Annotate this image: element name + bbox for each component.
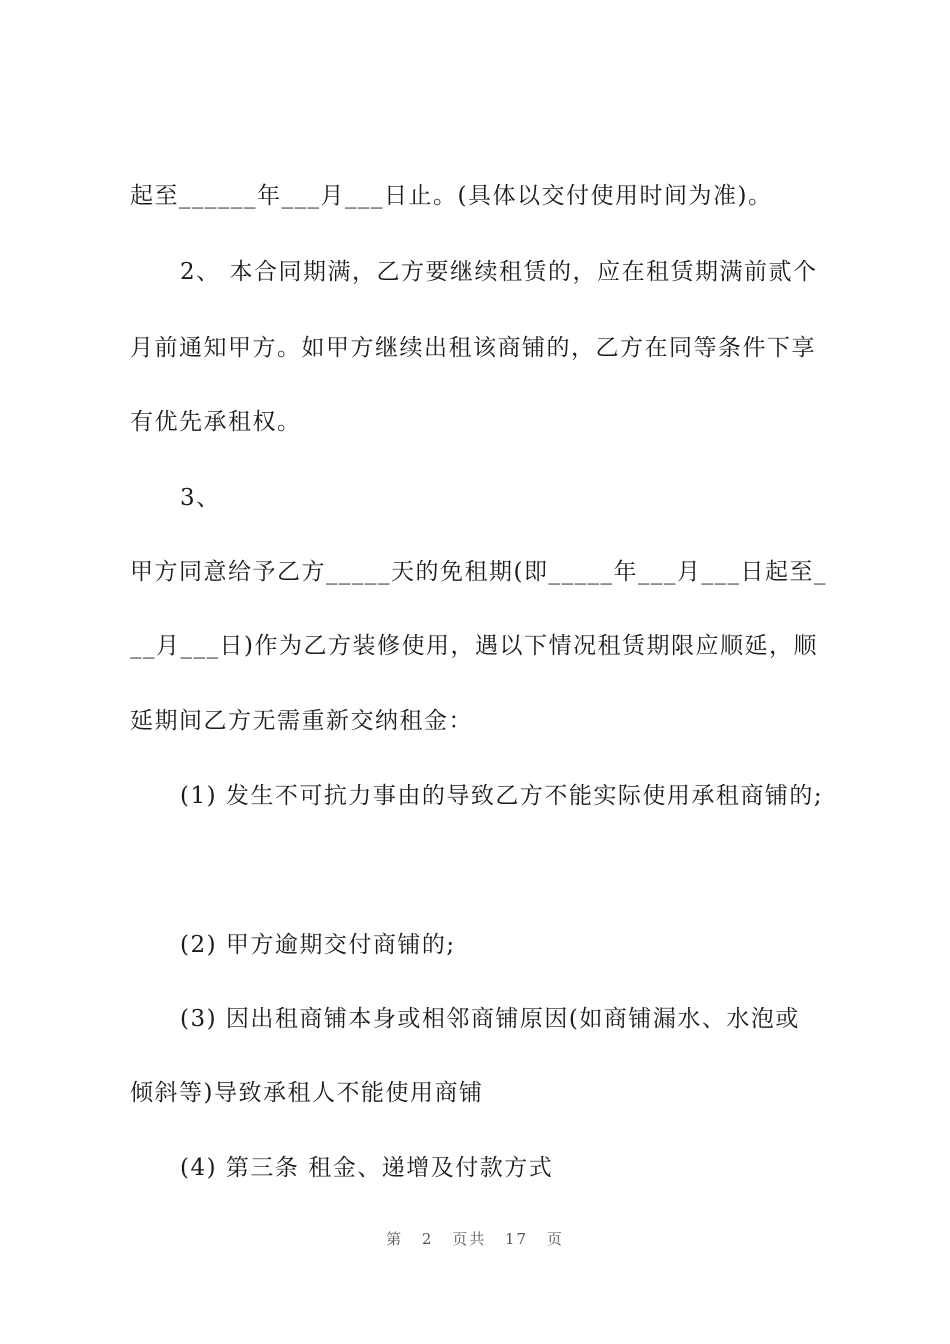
clause-2-line-3: 有优先承租权。	[130, 409, 302, 435]
clause-2-line-1: 2、 本合同期满，乙方要继续租赁的，应在租赁期满前贰个	[180, 259, 818, 285]
clause-3-line-2: __月___日)作为乙方装修使用，遇以下情况租赁期限应顺延，顺	[130, 633, 818, 659]
clause-2-line-2: 月前通知甲方。如甲方继续出租该商铺的，乙方在同等条件下享	[130, 335, 816, 361]
footer-page-number: 2	[421, 1230, 434, 1248]
footer-middle: 页共	[452, 1230, 487, 1248]
item-3-line-1: (3) 因出租商铺本身或相邻商铺原因(如商铺漏水、水泡或	[180, 1006, 800, 1032]
item-4: (4) 第三条 租金、递增及付款方式	[180, 1155, 554, 1181]
clause-3-line-1: 甲方同意给予乙方_____天的免租期(即_____年___月___日起至_	[130, 559, 827, 585]
footer-prefix: 第	[386, 1230, 404, 1248]
footer-suffix: 页	[546, 1230, 564, 1248]
footer-total-pages: 17	[505, 1230, 529, 1248]
item-3-line-2: 倾斜等)导致承租人不能使用商铺	[130, 1080, 484, 1106]
clause-3-line-3: 延期间乙方无需重新交纳租金：	[130, 708, 473, 734]
paragraph-line-1: 起至______年___月___日止。(具体以交付使用时间为准)。	[130, 183, 773, 209]
item-2: (2) 甲方逾期交付商铺的;	[180, 932, 456, 958]
clause-3-number: 3、	[180, 485, 221, 511]
item-1: (1) 发生不可抗力事由的导致乙方不能实际使用承租商铺的;	[180, 783, 824, 809]
page-footer	[0, 1228, 950, 1249]
